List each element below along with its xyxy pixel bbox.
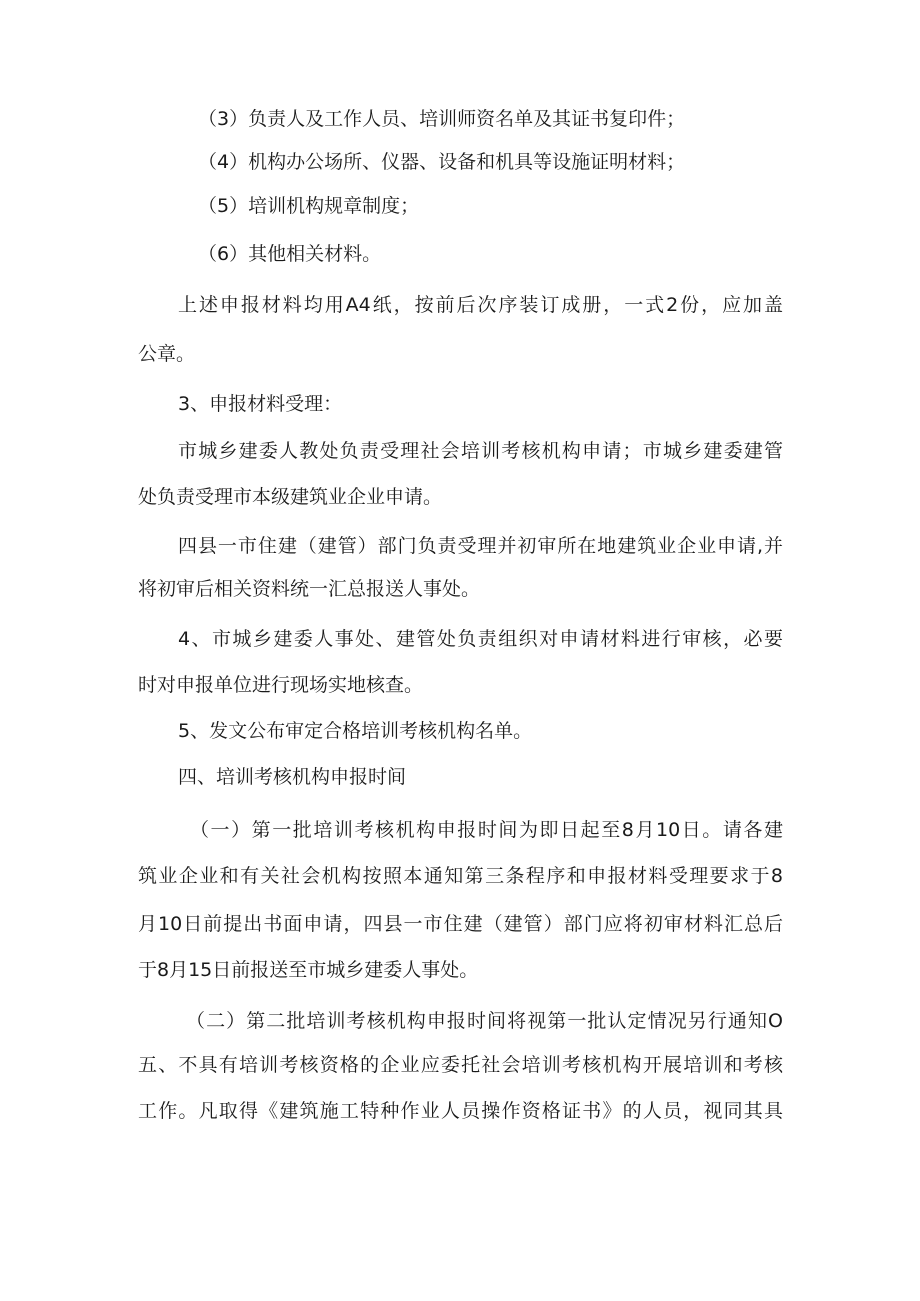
part-5-line-2: 工作。凡取得《建筑施工特种作业人员操作资格证书》的人员，视同其具 (138, 1100, 783, 1122)
section-3-heading: 3、申报材料受理： (178, 393, 343, 415)
item-6-line: （6）其他相关材料。 (198, 243, 382, 265)
item-5-line: （5）培训机构规章制度； (198, 195, 420, 217)
acceptance-para-2-line-1: 四县一市住建（建管）部门负责受理并初审所在地建筑业企业申请,并 (178, 535, 783, 557)
section-5-line: 5、发文公布审定合格培训考核机构名单。 (178, 720, 533, 742)
first-batch-line-4: 于8月15日前报送至市城乡建委人事处。 (138, 959, 479, 981)
item-3-line: （3）负责人及工作人员、培训师资名单及其证书复印件； (198, 108, 686, 130)
section-4-line-1: 4、市城乡建委人事处、建管处负责组织对申请材料进行审核，必要 (178, 628, 783, 650)
first-batch-line-3: 月10日前提出书面申请，四县一市住建（建管）部门应将初审材料汇总后 (138, 913, 783, 935)
second-batch-line: （二）第二批培训考核机构申报时间将视第一批认定情况另行通知O (186, 1010, 783, 1032)
first-batch-line-1: （一）第一批培训考核机构申报时间为即日起至8月10日。请各建 (190, 819, 783, 841)
binding-requirement-line-2: 公章。 (138, 343, 196, 365)
part-4-heading: 四、培训考核机构申报时间 (178, 766, 407, 788)
acceptance-para-2-line-2: 将初审后相关资料统一汇总报送人事处。 (138, 578, 481, 600)
acceptance-para-1-line-1: 市城乡建委人教处负责受理社会培训考核机构申请；市城乡建委建管 (178, 440, 783, 462)
section-4-line-2: 时对申报单位进行现场实地核查。 (138, 674, 424, 696)
acceptance-para-1-line-2: 处负责受理市本级建筑业企业申请。 (138, 486, 443, 508)
part-5-line-1: 五、不具有培训考核资格的企业应委托社会培训考核机构开展培训和考核 (138, 1054, 783, 1076)
binding-requirement-line-1: 上述申报材料均用A4纸，按前后次序装订成册，一式2份，应加盖 (178, 294, 783, 316)
first-batch-line-2: 筑业企业和有关社会机构按照本通知第三条程序和申报材料受理要求于8 (138, 865, 783, 887)
item-4-line: （4）机构办公场所、仪器、设备和机具等设施证明材料； (198, 151, 686, 173)
